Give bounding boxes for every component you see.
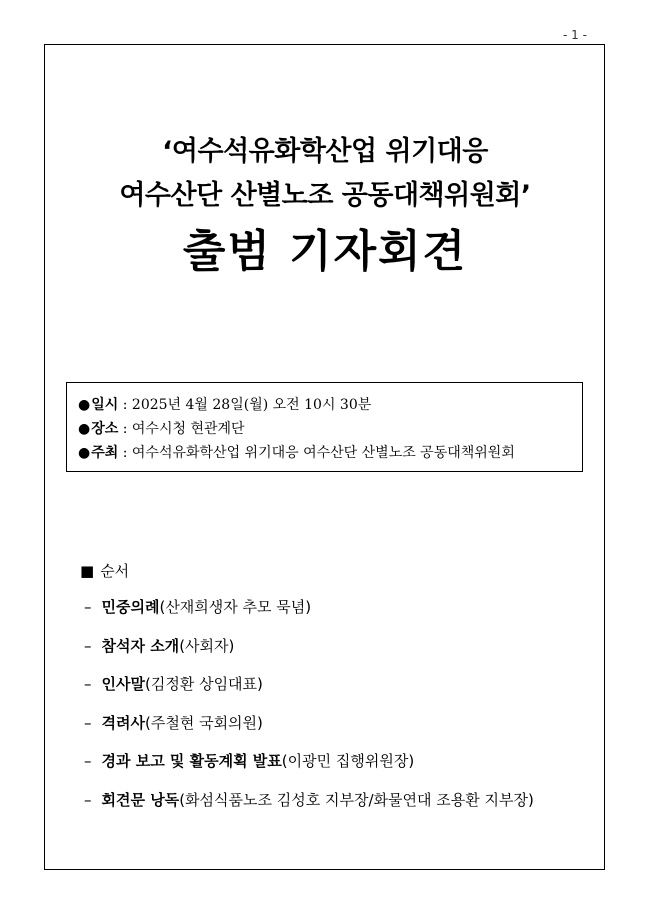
program-item xyxy=(84,596,534,635)
program-item-detail: (주철현 국회의원) xyxy=(144,713,263,732)
program-item-detail: (산재희생자 추모 묵념) xyxy=(159,598,312,616)
order-heading xyxy=(80,560,129,581)
info-value: 2025년 4월 28일(월) 오전 10시 30분 xyxy=(131,397,372,413)
dash-icon: – xyxy=(84,675,92,693)
dash-icon: – xyxy=(84,636,92,655)
program-item xyxy=(84,673,534,712)
info-row-place xyxy=(78,417,572,441)
info-separator: : xyxy=(118,421,132,437)
info-separator: : xyxy=(118,397,132,413)
info-value: 여수석유화학산업 위기대응 여수산단 산별노조 공동대책위원회 xyxy=(131,445,515,461)
program-item-title: 참석자 소개 xyxy=(101,636,180,655)
program-item xyxy=(84,750,534,789)
info-label: 장소 xyxy=(91,421,119,437)
program-item xyxy=(84,635,534,674)
info-value: 여수시청 현관계단 xyxy=(131,421,245,437)
title-line-1: ‘여수석유화학산업 위기대응 xyxy=(162,136,488,167)
program-item-detail: (사회자) xyxy=(179,636,235,655)
bullet-icon: ● xyxy=(78,421,91,437)
program-item-title: 회견문 낭독 xyxy=(101,790,180,809)
program-item-title: 민중의례 xyxy=(101,598,160,616)
info-label: 주최 xyxy=(91,445,119,461)
info-separator: : xyxy=(118,445,132,461)
title-block xyxy=(0,130,650,280)
title-line-2: 여수산단 산별노조 공동대책위원회’ xyxy=(119,180,531,211)
info-row-date xyxy=(78,393,572,417)
info-row-host xyxy=(78,441,572,465)
square-bullet-icon: ■ xyxy=(80,562,95,580)
program-item-detail: (김정환 상임대표) xyxy=(144,675,263,693)
title-main: 출범 기자회견 xyxy=(182,226,468,277)
dash-icon: – xyxy=(84,598,92,616)
dash-icon: – xyxy=(84,752,92,770)
program-list xyxy=(84,596,534,827)
bullet-icon: ● xyxy=(78,397,91,413)
page-number: - 1 - xyxy=(563,28,587,42)
event-info-box xyxy=(66,382,583,472)
program-item-detail: (화섬식품노조 김성호 지부장/화물연대 조용환 지부장) xyxy=(179,790,534,809)
program-item-detail: (이광민 집행위원장) xyxy=(281,752,415,770)
program-item-title: 인사말 xyxy=(101,675,145,693)
program-item-title: 격려사 xyxy=(101,713,145,732)
dash-icon: – xyxy=(84,790,92,809)
order-heading-label: 순서 xyxy=(100,562,130,580)
bullet-icon: ● xyxy=(78,445,91,461)
dash-icon: – xyxy=(84,713,92,732)
program-item xyxy=(84,789,534,828)
program-item xyxy=(84,712,534,751)
info-label: 일시 xyxy=(91,397,119,413)
program-item-title: 경과 보고 및 활동계획 발표 xyxy=(101,752,282,770)
